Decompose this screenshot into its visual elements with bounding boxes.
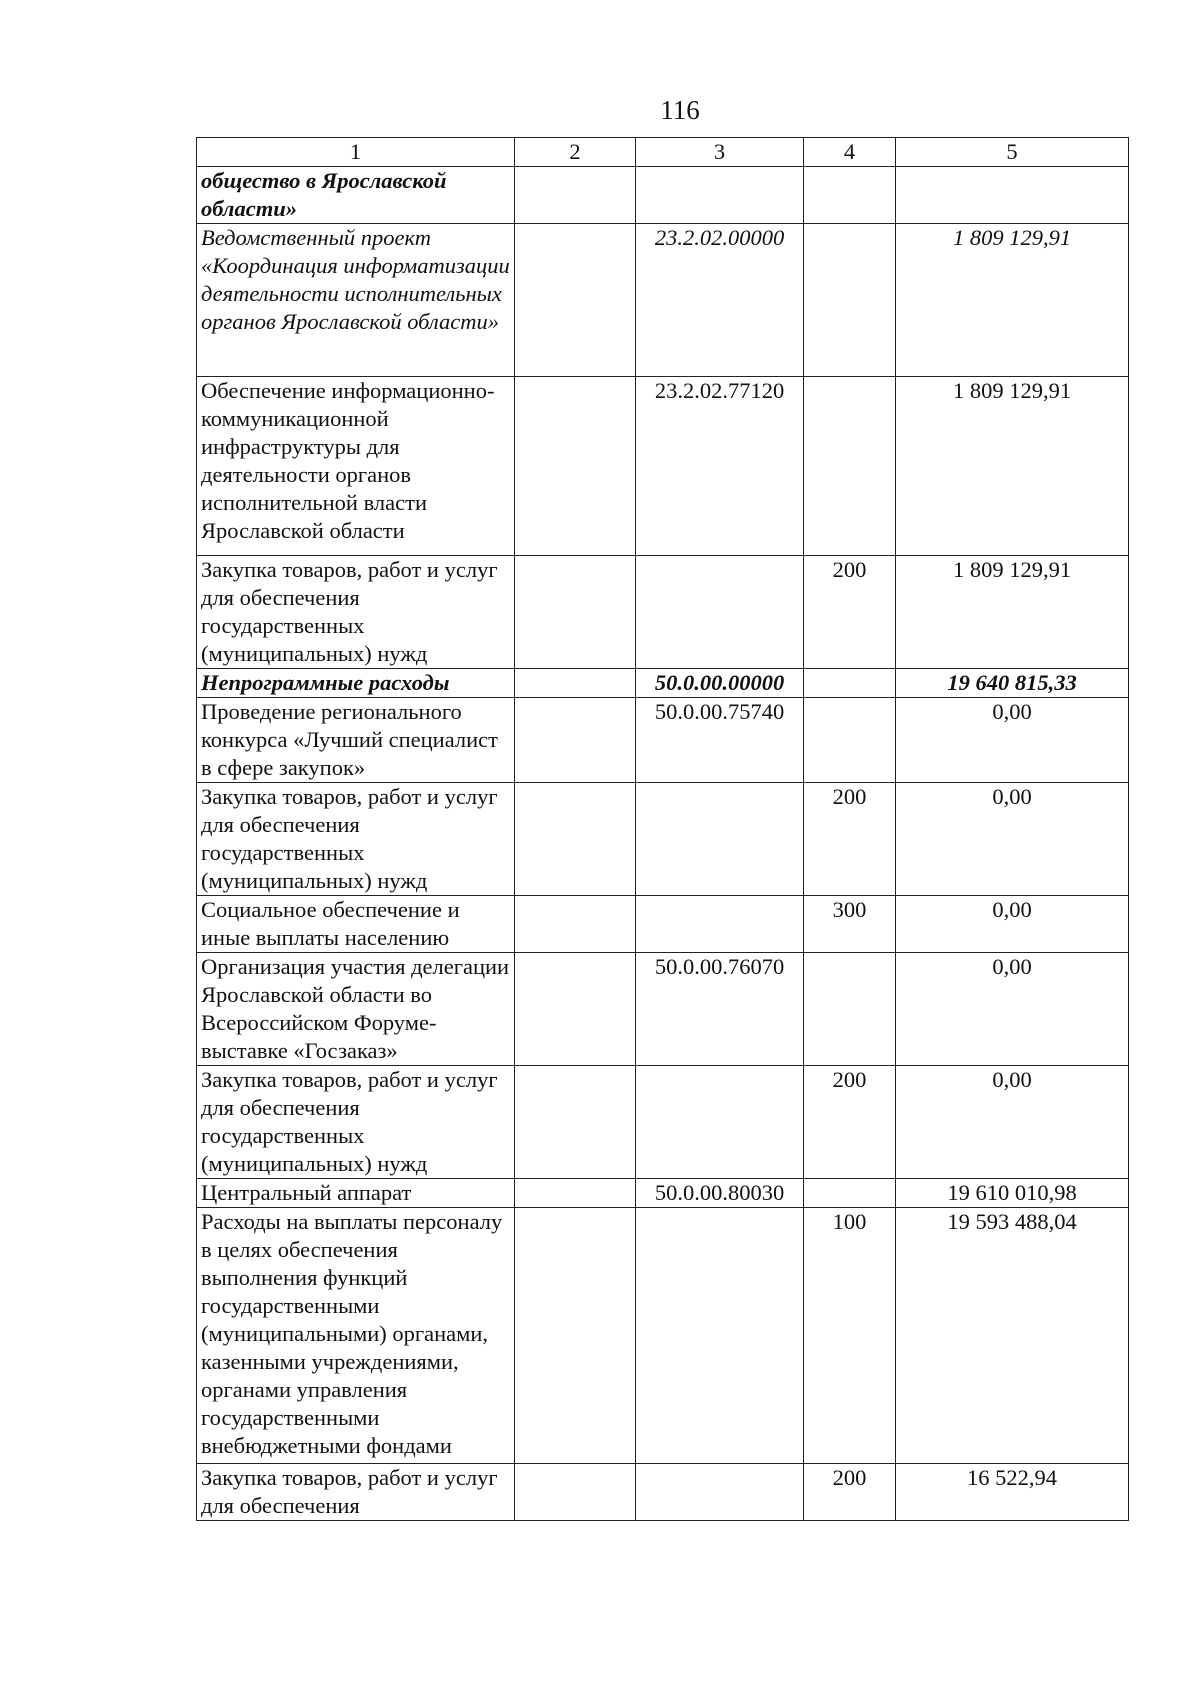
- row-amount-cell: 0,00: [896, 896, 1129, 953]
- row-code-cell: [636, 167, 804, 224]
- row-name-cell: Расходы на выплаты персоналу в целях обеспечения выполнения функций государственными (муниципальными) органами, казенными учреждениями, органами управления государственными внебюджетными фондами: [197, 1208, 515, 1464]
- table-row: [197, 377, 1129, 556]
- row-code-cell: [636, 896, 804, 953]
- row-amount-cell: 19 593 488,04: [896, 1208, 1129, 1464]
- row-expense-type-cell: 100: [804, 1208, 896, 1464]
- row-amount-cell: [896, 167, 1129, 224]
- row-expense-type-cell: 200: [804, 556, 896, 669]
- row-expense-type-cell: 300: [804, 896, 896, 953]
- row-name-cell: Проведение регионального конкурса «Лучший специалист в сфере закупок»: [197, 698, 515, 783]
- table-row: [197, 1208, 1129, 1464]
- row-expense-type-cell: 200: [804, 1464, 896, 1521]
- row-name-cell: Организация участия делегации Ярославской области во Всероссийском Форуме-выставке «Госзаказ»: [197, 953, 515, 1066]
- row-expense-type-cell: 200: [804, 783, 896, 896]
- header-cell-1: 1: [197, 138, 515, 167]
- row-code-cell: 23.2.02.00000: [636, 224, 804, 377]
- row-amount-cell: 0,00: [896, 698, 1129, 783]
- table-row: [197, 167, 1129, 224]
- row-expense-type-cell: [804, 698, 896, 783]
- row-column-2-cell: [515, 167, 636, 224]
- row-name-cell: Социальное обеспечение и иные выплаты населению: [197, 896, 515, 953]
- row-code-cell: 50.0.00.76070: [636, 953, 804, 1066]
- row-code-cell: 50.0.00.80030: [636, 1179, 804, 1208]
- row-expense-type-cell: [804, 953, 896, 1066]
- row-column-2-cell: [515, 1208, 636, 1464]
- row-code-cell: 50.0.00.75740: [636, 698, 804, 783]
- table-row: [197, 1464, 1129, 1521]
- row-amount-cell: 0,00: [896, 953, 1129, 1066]
- row-code-cell: 23.2.02.77120: [636, 377, 804, 556]
- table-row: [197, 669, 1129, 698]
- table-row: [197, 783, 1129, 896]
- row-name-cell: Закупка товаров, работ и услуг для обеспечения: [197, 1464, 515, 1521]
- row-code-cell: [636, 556, 804, 669]
- row-name-cell: Непрограммные расходы: [197, 669, 515, 698]
- header-cell-2: 2: [515, 138, 636, 167]
- table-row: [197, 1179, 1129, 1208]
- header-cell-4: 4: [804, 138, 896, 167]
- table-header-row: [197, 138, 1129, 167]
- row-amount-cell: 19 610 010,98: [896, 1179, 1129, 1208]
- table-row: [197, 698, 1129, 783]
- table-row: [197, 1066, 1129, 1179]
- row-expense-type-cell: [804, 167, 896, 224]
- row-name-cell: Закупка товаров, работ и услуг для обеспечения государственных (муниципальных) нужд: [197, 783, 515, 896]
- row-column-2-cell: [515, 1464, 636, 1521]
- row-column-2-cell: [515, 669, 636, 698]
- table-row: [197, 556, 1129, 669]
- budget-table: [196, 137, 1129, 1521]
- row-amount-cell: 16 522,94: [896, 1464, 1129, 1521]
- row-column-2-cell: [515, 224, 636, 377]
- row-name-cell: Обеспечение информационно-коммуникационной инфраструктуры для деятельности органов исполнительной власти Ярославской области: [197, 377, 515, 556]
- row-amount-cell: 0,00: [896, 1066, 1129, 1179]
- table-row: [197, 953, 1129, 1066]
- row-column-2-cell: [515, 698, 636, 783]
- row-column-2-cell: [515, 896, 636, 953]
- row-code-cell: [636, 783, 804, 896]
- row-expense-type-cell: [804, 669, 896, 698]
- row-expense-type-cell: [804, 377, 896, 556]
- row-column-2-cell: [515, 377, 636, 556]
- row-column-2-cell: [515, 1066, 636, 1179]
- row-name-cell: Закупка товаров, работ и услуг для обеспечения государственных (муниципальных) нужд: [197, 1066, 515, 1179]
- row-column-2-cell: [515, 783, 636, 896]
- header-cell-3: 3: [636, 138, 804, 167]
- row-expense-type-cell: 200: [804, 1066, 896, 1179]
- row-column-2-cell: [515, 953, 636, 1066]
- row-name-cell: Центральный аппарат: [197, 1179, 515, 1208]
- row-code-cell: [636, 1066, 804, 1179]
- row-code-cell: [636, 1464, 804, 1521]
- row-amount-cell: 1 809 129,91: [896, 224, 1129, 377]
- row-amount-cell: 19 640 815,33: [896, 669, 1129, 698]
- row-column-2-cell: [515, 556, 636, 669]
- row-code-cell: [636, 1208, 804, 1464]
- row-amount-cell: 1 809 129,91: [896, 556, 1129, 669]
- row-code-cell: 50.0.00.00000: [636, 669, 804, 698]
- header-cell-5: 5: [896, 138, 1129, 167]
- row-expense-type-cell: [804, 1179, 896, 1208]
- row-expense-type-cell: [804, 224, 896, 377]
- row-amount-cell: 0,00: [896, 783, 1129, 896]
- row-column-2-cell: [515, 1179, 636, 1208]
- row-name-cell: Ведомственный проект «Координация информатизации деятельности исполнительных органов Ярославской области»: [197, 224, 515, 377]
- table-row: [197, 224, 1129, 377]
- row-name-cell: Закупка товаров, работ и услуг для обеспечения государственных (муниципальных) нужд: [197, 556, 515, 669]
- table-row: [197, 896, 1129, 953]
- page-number: 116: [660, 95, 700, 125]
- row-name-cell: общество в Ярославской области»: [197, 167, 515, 224]
- row-amount-cell: 1 809 129,91: [896, 377, 1129, 556]
